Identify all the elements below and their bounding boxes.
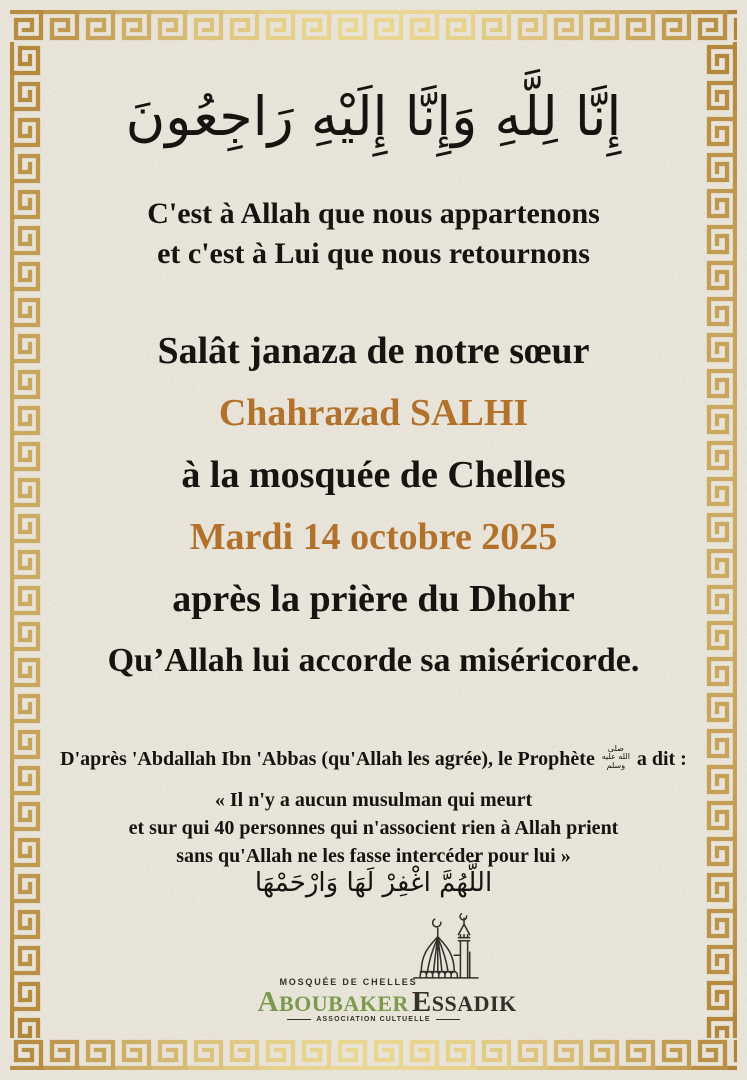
logo-name-dark: ESSADIK <box>411 986 517 1018</box>
hadith-line2: et sur qui 40 personnes qui n'associent rien à Allah prient <box>128 817 619 839</box>
hadith-intro-after: a dit : <box>636 748 687 771</box>
hadith-line3: sans qu'Allah ne les fasse intercéder pour lui » <box>176 845 571 867</box>
hadith-intro <box>60 744 687 773</box>
announcement-location: à la mosquée de Chelles <box>181 454 566 496</box>
logo-mosque-line: MOSQUÉE DE CHELLES <box>279 977 418 987</box>
hadith-line1: « Il n'y a aucun musulman qui meurt <box>214 789 533 811</box>
saws-calligraphy-symbol: صلى الله عليه وسلم <box>601 744 630 770</box>
announcement-time: après la prière du Dhohr <box>172 578 575 620</box>
logo-association-name <box>257 986 517 1019</box>
logo-name-green: ABOUBAKER <box>257 986 409 1018</box>
mosque-logo <box>257 903 517 1035</box>
mosque-icon <box>412 905 480 991</box>
logo-dash-left <box>287 1019 311 1020</box>
logo-dash-right <box>436 1019 460 1020</box>
arabic-istirja-verse: إِنَّا لِلَّهِ وَإِنَّا إِلَيْهِ رَاجِعُونَ <box>125 85 622 148</box>
deceased-name: Chahrazad SALHI <box>218 392 529 434</box>
verse-translation-line1: C'est à Allah que nous appartenons <box>147 197 600 230</box>
hadith-intro-before: D'après 'Abdallah Ibn 'Abbas (qu'Allah les agrée), le Prophète <box>60 748 595 771</box>
arabic-dua: اللَّهُمَّ اغْفِرْ لَهَا وَارْحَمْهَا <box>254 868 493 898</box>
logo-subtitle-row <box>258 1016 490 1023</box>
mercy-invocation: Qu’Allah lui accorde sa miséricorde. <box>107 642 640 679</box>
announcement-intro: Salât janaza de notre sœur <box>157 330 590 372</box>
announcement-date: Mardi 14 octobre 2025 <box>189 516 558 558</box>
verse-translation-line2: et c'est à Lui que nous retournons <box>157 237 590 270</box>
logo-subtitle: ASSOCIATION CULTUELLE <box>316 1016 431 1023</box>
